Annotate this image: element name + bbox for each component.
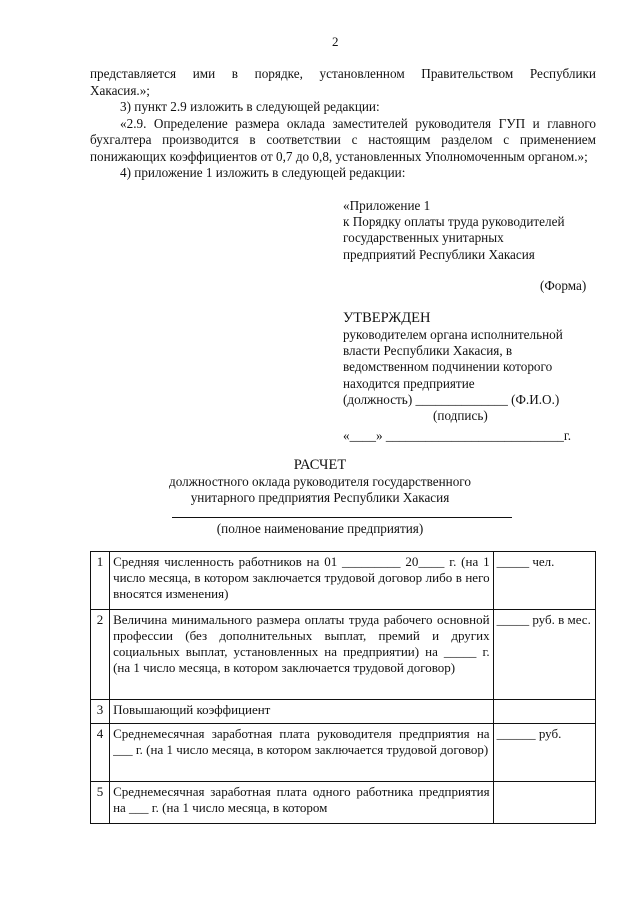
enterprise-name-rule <box>172 517 512 518</box>
appendix-line: «Приложение 1 <box>343 198 431 213</box>
row-unit <box>493 782 595 824</box>
row-number: 5 <box>91 782 110 824</box>
row-description: Величина минимального размера оплаты труда рабочего основной профессии (без дополнительных выплат, премий и других социальных выплат, установленных на предприятии) на _____ г. (на 1 число месяца, в котором заключается трудовой договор) <box>110 610 494 700</box>
approved-line: руководителем органа исполнительной <box>343 327 563 342</box>
item-3: 3) пункт 2.9 изложить в следующей редакции: <box>120 99 380 114</box>
quote-2-9: «2.9. Определение размера оклада заместителей руководителя ГУП и главного бухгалтера производится в соответствии с настоящим разделом с применением понижающих коэффициентов от 0,7 до 0,8, установленных Уполномоченным органом.»; <box>90 115 596 164</box>
approved-block <box>343 327 571 444</box>
calculation-table <box>90 551 596 824</box>
intro-line: Хакасия.»; <box>90 82 150 98</box>
row-number: 1 <box>91 552 110 610</box>
approved-line: ведомственном подчинении которого <box>343 359 553 375</box>
table-row <box>91 552 596 610</box>
intro-paragraph <box>90 66 596 182</box>
calc-subtitle <box>0 474 640 506</box>
table-row <box>91 782 596 824</box>
calc-title: РАСЧЕТ <box>293 457 347 473</box>
signature-caption: (подпись) <box>433 408 488 424</box>
row-description: Повышающий коэффициент <box>110 700 494 724</box>
row-description: Средняя численность работников на 01 _________ 20____ г. (на 1 число месяца, в котором заключается трудовой договор либо в него вносятся изменения) <box>110 552 494 610</box>
row-unit <box>493 700 595 724</box>
approved-title: УТВЕРЖДЕН <box>343 310 431 326</box>
approved-line: находится предприятие <box>343 375 475 391</box>
row-number: 4 <box>91 724 110 782</box>
appendix-line: предприятий Республики Хакасия <box>343 246 535 262</box>
intro-line: представляется ими в порядке, установленном Правительством Республики <box>90 66 596 81</box>
calc-subtitle-line: унитарного предприятия Республики Хакасия <box>190 490 450 505</box>
row-number: 2 <box>91 610 110 700</box>
row-number: 3 <box>91 700 110 724</box>
row-description: Среднемесячная заработная плата одного работника предприятия на ___ г. (на 1 число месяца, в котором <box>110 782 494 824</box>
date-line: «____» ___________________________г. <box>343 428 572 444</box>
row-description: Среднемесячная заработная плата руководителя предприятия на ___ г. (на 1 число месяца, в котором заключается трудовой договор) <box>110 724 494 782</box>
appendix-line: государственных унитарных <box>343 230 504 246</box>
row-unit: _____ чел. <box>493 552 595 610</box>
appendix-header <box>343 198 565 263</box>
form-label: (Форма) <box>540 278 587 293</box>
table-row <box>91 700 596 724</box>
item-4: 4) приложение 1 изложить в следующей редакции: <box>120 165 406 180</box>
position-line: (должность) ______________ (Ф.И.О.) <box>343 391 560 407</box>
table-row <box>91 724 596 782</box>
page-number: 2 <box>332 34 339 49</box>
calc-subtitle-line: должностного оклада руководителя государственного <box>169 474 471 489</box>
approved-line: власти Республики Хакасия, в <box>343 343 513 359</box>
appendix-line: к Порядку оплаты труда руководителей <box>343 214 565 230</box>
row-unit: ______ руб. <box>493 724 595 782</box>
enterprise-caption: (полное наименование предприятия) <box>216 521 424 536</box>
row-unit: _____ руб. в мес. <box>493 610 595 700</box>
table-row <box>91 610 596 700</box>
